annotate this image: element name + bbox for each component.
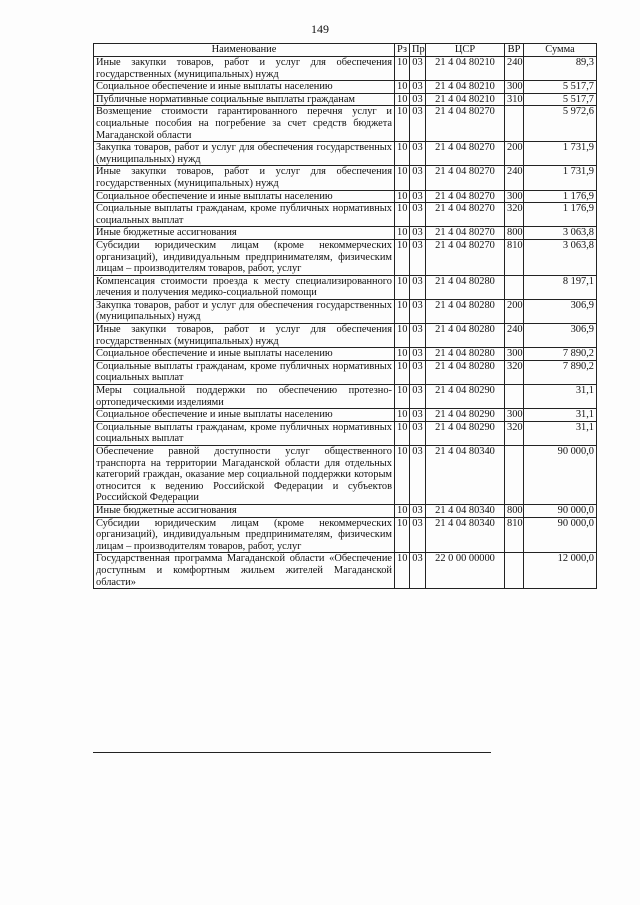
cell-name: Социальное обеспечение и иные выплаты населению (94, 348, 395, 361)
cell-sum: 89,3 (524, 57, 597, 81)
header-rz: Рз (395, 44, 410, 57)
cell-pr: 03 (410, 203, 426, 227)
cell-rz: 10 (395, 142, 410, 166)
cell-sum: 1 176,9 (524, 190, 597, 203)
cell-sum: 7 890,2 (524, 348, 597, 361)
cell-rz: 10 (395, 299, 410, 323)
cell-rz: 10 (395, 385, 410, 409)
cell-vr: 200 (505, 142, 524, 166)
cell-rz: 10 (395, 421, 410, 445)
cell-name: Социальные выплаты гражданам, кроме публичных нормативных социальных выплат (94, 360, 395, 384)
cell-vr: 320 (505, 421, 524, 445)
cell-vr (505, 553, 524, 589)
cell-sum: 3 063,8 (524, 239, 597, 275)
cell-csr: 21 4 04 80280 (426, 360, 505, 384)
page-number: 149 (311, 22, 329, 36)
cell-csr: 21 4 04 80280 (426, 275, 505, 299)
cell-sum: 90 000,0 (524, 504, 597, 517)
cell-rz: 10 (395, 227, 410, 240)
cell-csr: 21 4 04 80270 (426, 106, 505, 142)
cell-vr: 800 (505, 504, 524, 517)
cell-name: Иные закупки товаров, работ и услуг для обеспечения государственных (муниципальных) нужд (94, 57, 395, 81)
table-row (94, 299, 597, 323)
table-row (94, 275, 597, 299)
cell-pr: 03 (410, 166, 426, 190)
cell-vr: 240 (505, 57, 524, 81)
cell-name: Публичные нормативные социальные выплаты гражданам (94, 93, 395, 106)
cell-vr: 300 (505, 81, 524, 94)
cell-csr: 21 4 04 80270 (426, 190, 505, 203)
cell-pr: 03 (410, 227, 426, 240)
cell-csr: 21 4 04 80270 (426, 166, 505, 190)
cell-vr (505, 106, 524, 142)
table-row (94, 227, 597, 240)
table-row (94, 190, 597, 203)
cell-sum: 90 000,0 (524, 517, 597, 553)
cell-pr: 03 (410, 142, 426, 166)
cell-pr: 03 (410, 446, 426, 505)
cell-pr: 03 (410, 421, 426, 445)
cell-rz: 10 (395, 324, 410, 348)
table-row (94, 504, 597, 517)
table-header-row (94, 44, 597, 57)
cell-sum: 3 063,8 (524, 227, 597, 240)
cell-vr: 200 (505, 299, 524, 323)
table-row (94, 446, 597, 505)
table-row (94, 360, 597, 384)
cell-pr: 03 (410, 81, 426, 94)
table-row (94, 348, 597, 361)
cell-name: Субсидии юридическим лицам (кроме некоммерческих организаций), индивидуальным предпринимателям, физическим лицам – производителям товаров, работ, услуг (94, 239, 395, 275)
cell-pr: 03 (410, 239, 426, 275)
cell-sum: 306,9 (524, 324, 597, 348)
cell-pr: 03 (410, 553, 426, 589)
cell-name: Социальное обеспечение и иные выплаты населению (94, 81, 395, 94)
cell-sum: 1 731,9 (524, 142, 597, 166)
cell-name: Иные закупки товаров, работ и услуг для обеспечения государственных (муниципальных) нужд (94, 324, 395, 348)
cell-csr: 21 4 04 80280 (426, 299, 505, 323)
cell-csr: 21 4 04 80210 (426, 81, 505, 94)
cell-rz: 10 (395, 446, 410, 505)
cell-csr: 21 4 04 80340 (426, 517, 505, 553)
cell-pr: 03 (410, 57, 426, 81)
cell-vr: 300 (505, 190, 524, 203)
cell-csr: 21 4 04 80290 (426, 385, 505, 409)
cell-name: Социальное обеспечение и иные выплаты населению (94, 190, 395, 203)
cell-vr: 240 (505, 166, 524, 190)
table-row (94, 166, 597, 190)
cell-name: Социальные выплаты гражданам, кроме публичных нормативных социальных выплат (94, 421, 395, 445)
cell-name: Возмещение стоимости гарантированного перечня услуг и социальные пособия на погребение за счет средств бюджета Магаданской области (94, 106, 395, 142)
cell-pr: 03 (410, 299, 426, 323)
cell-pr: 03 (410, 93, 426, 106)
table-row (94, 57, 597, 81)
cell-vr (505, 385, 524, 409)
table-row (94, 203, 597, 227)
cell-pr: 03 (410, 360, 426, 384)
cell-rz: 10 (395, 106, 410, 142)
cell-vr: 320 (505, 360, 524, 384)
cell-rz: 10 (395, 239, 410, 275)
table-row (94, 553, 597, 589)
cell-pr: 03 (410, 504, 426, 517)
table-row (94, 142, 597, 166)
cell-name: Меры социальной поддержки по обеспечению протезно-ортопедическими изделиями (94, 385, 395, 409)
cell-name: Социальные выплаты гражданам, кроме публичных нормативных социальных выплат (94, 203, 395, 227)
cell-csr: 21 4 04 80280 (426, 324, 505, 348)
cell-name: Закупка товаров, работ и услуг для обеспечения государственных (муниципальных) нужд (94, 142, 395, 166)
cell-name: Компенсация стоимости проезда к месту специализированного лечения и получения медико-социальной помощи (94, 275, 395, 299)
cell-pr: 03 (410, 348, 426, 361)
cell-vr: 300 (505, 348, 524, 361)
cell-name: Иные закупки товаров, работ и услуг для обеспечения государственных (муниципальных) нужд (94, 166, 395, 190)
cell-pr: 03 (410, 409, 426, 422)
table-row (94, 421, 597, 445)
cell-name: Социальное обеспечение и иные выплаты населению (94, 409, 395, 422)
cell-pr: 03 (410, 275, 426, 299)
cell-name: Субсидии юридическим лицам (кроме некоммерческих организаций), индивидуальным предпринимателям, физическим лицам – производителям товаров, работ, услуг (94, 517, 395, 553)
cell-rz: 10 (395, 93, 410, 106)
table-row (94, 409, 597, 422)
cell-rz: 10 (395, 275, 410, 299)
cell-vr: 810 (505, 517, 524, 553)
cell-sum: 306,9 (524, 299, 597, 323)
cell-rz: 10 (395, 348, 410, 361)
table-row (94, 93, 597, 106)
cell-csr: 21 4 04 80340 (426, 504, 505, 517)
cell-vr: 810 (505, 239, 524, 275)
table-row (94, 385, 597, 409)
cell-pr: 03 (410, 106, 426, 142)
cell-csr: 21 4 04 80290 (426, 409, 505, 422)
header-name: Наименование (94, 44, 395, 57)
table-row (94, 106, 597, 142)
cell-name: Обеспечение равной доступности услуг общественного транспорта на территории Магаданской области для отдельных категорий граждан, оказание мер социальной поддержки которым относится к ведению Российской Федерации и субъектов Российской Федерации (94, 446, 395, 505)
cell-pr: 03 (410, 324, 426, 348)
cell-sum: 31,1 (524, 421, 597, 445)
cell-pr: 03 (410, 190, 426, 203)
cell-rz: 10 (395, 409, 410, 422)
cell-vr (505, 275, 524, 299)
cell-csr: 21 4 04 80210 (426, 93, 505, 106)
cell-name: Иные бюджетные ассигнования (94, 504, 395, 517)
cell-sum: 7 890,2 (524, 360, 597, 384)
cell-name: Иные бюджетные ассигнования (94, 227, 395, 240)
header-vr: ВР (505, 44, 524, 57)
cell-rz: 10 (395, 166, 410, 190)
header-pr: Пр (410, 44, 426, 57)
cell-sum: 8 197,1 (524, 275, 597, 299)
budget-table (93, 43, 597, 589)
cell-name: Закупка товаров, работ и услуг для обеспечения государственных (муниципальных) нужд (94, 299, 395, 323)
cell-csr: 21 4 04 80270 (426, 203, 505, 227)
cell-csr: 21 4 04 80270 (426, 227, 505, 240)
cell-sum: 31,1 (524, 409, 597, 422)
cell-rz: 10 (395, 553, 410, 589)
cell-sum: 12 000,0 (524, 553, 597, 589)
cell-rz: 10 (395, 360, 410, 384)
cell-csr: 21 4 04 80280 (426, 348, 505, 361)
cell-vr: 300 (505, 409, 524, 422)
cell-sum: 1 176,9 (524, 203, 597, 227)
cell-csr: 21 4 04 80210 (426, 57, 505, 81)
cell-vr (505, 446, 524, 505)
cell-vr: 310 (505, 93, 524, 106)
footer-divider (93, 752, 491, 753)
cell-pr: 03 (410, 517, 426, 553)
table-row (94, 81, 597, 94)
cell-csr: 21 4 04 80290 (426, 421, 505, 445)
table-row (94, 324, 597, 348)
header-csr: ЦСР (426, 44, 505, 57)
cell-sum: 5 517,7 (524, 93, 597, 106)
cell-sum: 5 517,7 (524, 81, 597, 94)
cell-sum: 90 000,0 (524, 446, 597, 505)
cell-sum: 31,1 (524, 385, 597, 409)
cell-vr: 240 (505, 324, 524, 348)
cell-rz: 10 (395, 517, 410, 553)
cell-csr: 22 0 00 00000 (426, 553, 505, 589)
cell-name: Государственная программа Магаданской области «Обеспечение доступным и комфортным жильем жителей Магаданской области» (94, 553, 395, 589)
cell-rz: 10 (395, 203, 410, 227)
cell-pr: 03 (410, 385, 426, 409)
header-sum: Сумма (524, 44, 597, 57)
cell-csr: 21 4 04 80340 (426, 446, 505, 505)
cell-rz: 10 (395, 190, 410, 203)
cell-rz: 10 (395, 504, 410, 517)
cell-sum: 5 972,6 (524, 106, 597, 142)
cell-sum: 1 731,9 (524, 166, 597, 190)
cell-csr: 21 4 04 80270 (426, 142, 505, 166)
table-row (94, 517, 597, 553)
cell-csr: 21 4 04 80270 (426, 239, 505, 275)
table-row (94, 239, 597, 275)
cell-vr: 320 (505, 203, 524, 227)
cell-rz: 10 (395, 57, 410, 81)
cell-rz: 10 (395, 81, 410, 94)
cell-vr: 800 (505, 227, 524, 240)
